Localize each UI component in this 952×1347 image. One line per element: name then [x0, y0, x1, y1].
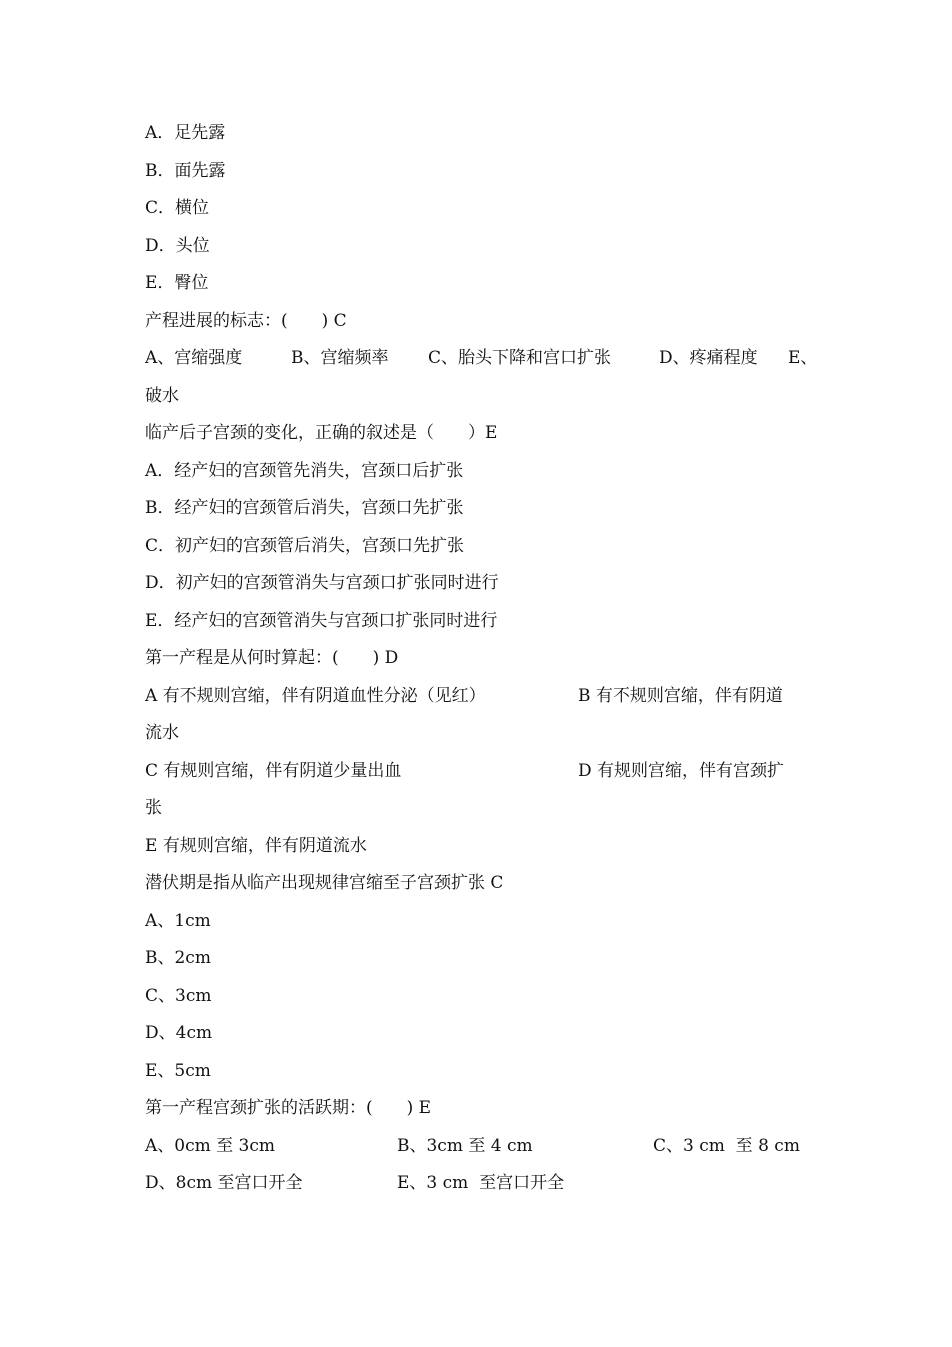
- option-line: B．经产妇的宫颈管后消失，宫颈口先扩张: [145, 498, 464, 518]
- option-line: E 有规则宫缩，伴有阴道流水: [145, 835, 367, 856]
- option-continuation: 张: [145, 798, 162, 818]
- option-a: A、宫缩强度: [145, 348, 243, 368]
- option-line: E．臀位: [145, 273, 209, 293]
- option-line: D、4cm: [145, 1023, 213, 1043]
- option-line: E．经产妇的宫颈管消失与宫颈口扩张同时进行: [145, 610, 498, 631]
- option-line: E、5cm: [145, 1060, 211, 1081]
- options-row: [145, 1128, 815, 1166]
- option-line: C．横位: [145, 198, 210, 218]
- option-b: B 有不规则宫缩，伴有阴道: [578, 685, 783, 706]
- option-line: D．头位: [145, 235, 210, 256]
- options-row: [145, 340, 818, 378]
- option-a: A 有不规则宫缩，伴有阴道血性分泌（见红）: [145, 685, 486, 706]
- option-c: C 有规则宫缩，伴有阴道少量出血: [145, 760, 402, 781]
- options-row: [145, 678, 815, 716]
- option-c: C、胎头下降和宫口扩张: [428, 348, 612, 368]
- option-line: C．初产妇的宫颈管后消失，宫颈口先扩张: [145, 535, 465, 556]
- option-e: E、3 cm 至宫口开全: [397, 1173, 565, 1193]
- option-line: B．面先露: [145, 160, 226, 181]
- option-line: C、3cm: [145, 985, 212, 1006]
- option-a: A、0cm 至 3cm: [145, 1135, 275, 1156]
- option-d: D 有规则宫缩，伴有宫颈扩: [578, 760, 785, 781]
- question-line: 第一产程宫颈扩张的活跃期：( ) E: [145, 1098, 432, 1118]
- option-c: C、3 cm 至 8 cm: [653, 1135, 800, 1156]
- question-line: 潜伏期是指从临产出现规律宫缩至子宫颈扩张 C: [145, 873, 504, 893]
- option-line: B、2cm: [145, 948, 211, 968]
- option-line: A．经产妇的宫颈管先消失，宫颈口后扩张: [145, 460, 464, 481]
- options-row: [145, 1165, 815, 1203]
- document-page: [145, 115, 818, 1203]
- option-d: D、疼痛程度: [659, 348, 758, 368]
- option-line: D．初产妇的宫颈管消失与宫颈口扩张同时进行: [145, 573, 499, 593]
- question-line: 第一产程是从何时算起：( ) D: [145, 648, 399, 668]
- question-line: 产程进展的标志：( ) C: [145, 310, 347, 331]
- question-line: 临产后子宫颈的变化，正确的叙述是（ ）E: [145, 423, 498, 443]
- option-continuation: 流水: [145, 723, 179, 743]
- option-d: D、8cm 至宫口开全: [145, 1173, 303, 1193]
- option-e: E、: [788, 348, 818, 368]
- option-line: A、1cm: [145, 910, 211, 931]
- option-continuation: 破水: [145, 385, 179, 406]
- option-b: B、3cm 至 4 cm: [397, 1135, 533, 1156]
- option-b: B、宫缩频率: [291, 348, 389, 368]
- option-line: A．足先露: [145, 123, 226, 143]
- options-row: [145, 753, 815, 791]
